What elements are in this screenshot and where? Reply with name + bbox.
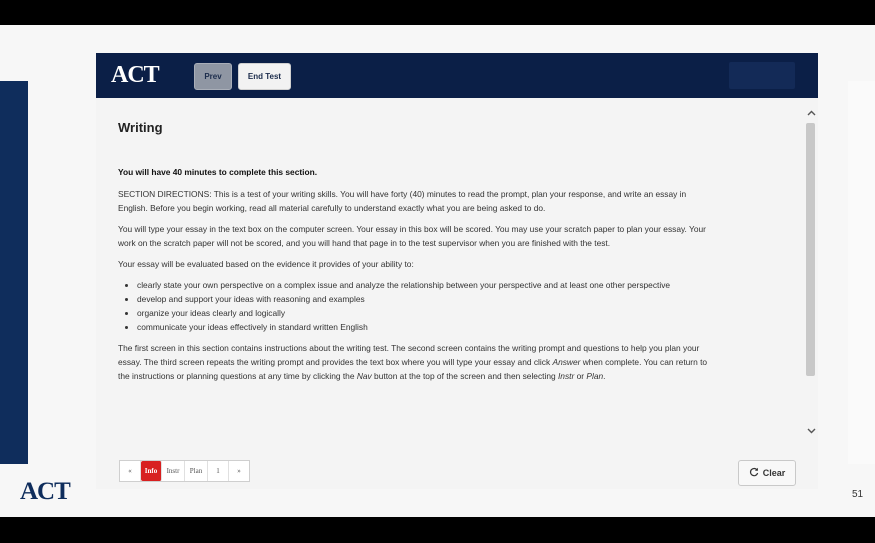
section-directions	[118, 165, 718, 390]
letterbox-bottom	[0, 517, 875, 543]
topbar-right-panel	[729, 62, 795, 89]
slide-page-number: 51	[852, 489, 864, 500]
prev-button[interactable]: Prev	[194, 63, 232, 90]
chevron-down-icon[interactable]	[807, 426, 816, 437]
pager-item-info[interactable]: Info	[141, 461, 162, 481]
pager-item-instr[interactable]: Instr	[162, 461, 185, 481]
directions-paragraph: Your essay will be evaluated based on the evidence it provides of your ability to:	[118, 259, 414, 269]
letterbox-top	[0, 0, 875, 25]
section-content	[96, 98, 804, 458]
evaluation-criteria-list	[118, 278, 718, 334]
list-item: • communicate your ideas effectively in standard written English	[137, 320, 718, 334]
slide-left-accent-bar	[0, 81, 28, 464]
clear-label: Clear	[762, 468, 786, 478]
pager-prev-button[interactable]: «	[120, 461, 141, 481]
end-test-button[interactable]: End Test	[238, 63, 291, 90]
directions-paragraph: The first screen in this section contains instructions about the writing test. The second screen contains the writing prompt and questions to help you plan your essay. The third screen repeats the writing prompt and provides the text box where you will type your essay and click Answer when complete. You can return to the instructions or planning questions at any time by clicking the Nav button at the top of the screen and then selecting Instr or Plan.	[118, 343, 708, 381]
directions-paragraph: You will type your essay in the text box on the computer screen. Your essay in this box will be scored. You may use your scratch paper to plan your essay. Your work on the scratch paper will not be scored, and you will hand that page in to the test supervisor when you are finished with the test.	[118, 224, 706, 248]
chevron-up-icon[interactable]	[807, 108, 816, 119]
list-item: • clearly state your own perspective on a complex issue and analyze the relationship between your perspective and at least one other perspective	[137, 278, 718, 292]
refresh-icon	[749, 467, 759, 480]
slide-act-logo: ACT	[20, 478, 70, 505]
directions-paragraph: SECTION DIRECTIONS: This is a test of your writing skills. You will have forty (40) minutes to read the prompt, plan your response, and write an essay in English. Before you begin working, read all material carefully to understand exactly what you are being asked to do.	[118, 189, 687, 213]
list-item: • organize your ideas clearly and logically	[137, 306, 718, 320]
pager-item-plan[interactable]: Plan	[185, 461, 208, 481]
page-navigator	[119, 460, 250, 482]
pager-item-1[interactable]: 1	[208, 461, 229, 481]
app-act-logo: ACT	[111, 62, 159, 88]
clear-button[interactable]	[738, 460, 796, 486]
pager-next-button[interactable]: »	[237, 467, 241, 475]
list-item: • develop and support your ideas with reasoning and examples	[137, 292, 718, 306]
app-topbar	[96, 53, 818, 98]
scrollbar-thumb[interactable]	[806, 123, 815, 376]
content-scrollbar[interactable]	[804, 98, 818, 448]
slide-right-panel	[848, 81, 875, 464]
time-notice: You will have 40 minutes to complete this section.	[118, 167, 318, 177]
section-title: Writing	[118, 120, 163, 135]
test-app-window	[96, 53, 818, 489]
